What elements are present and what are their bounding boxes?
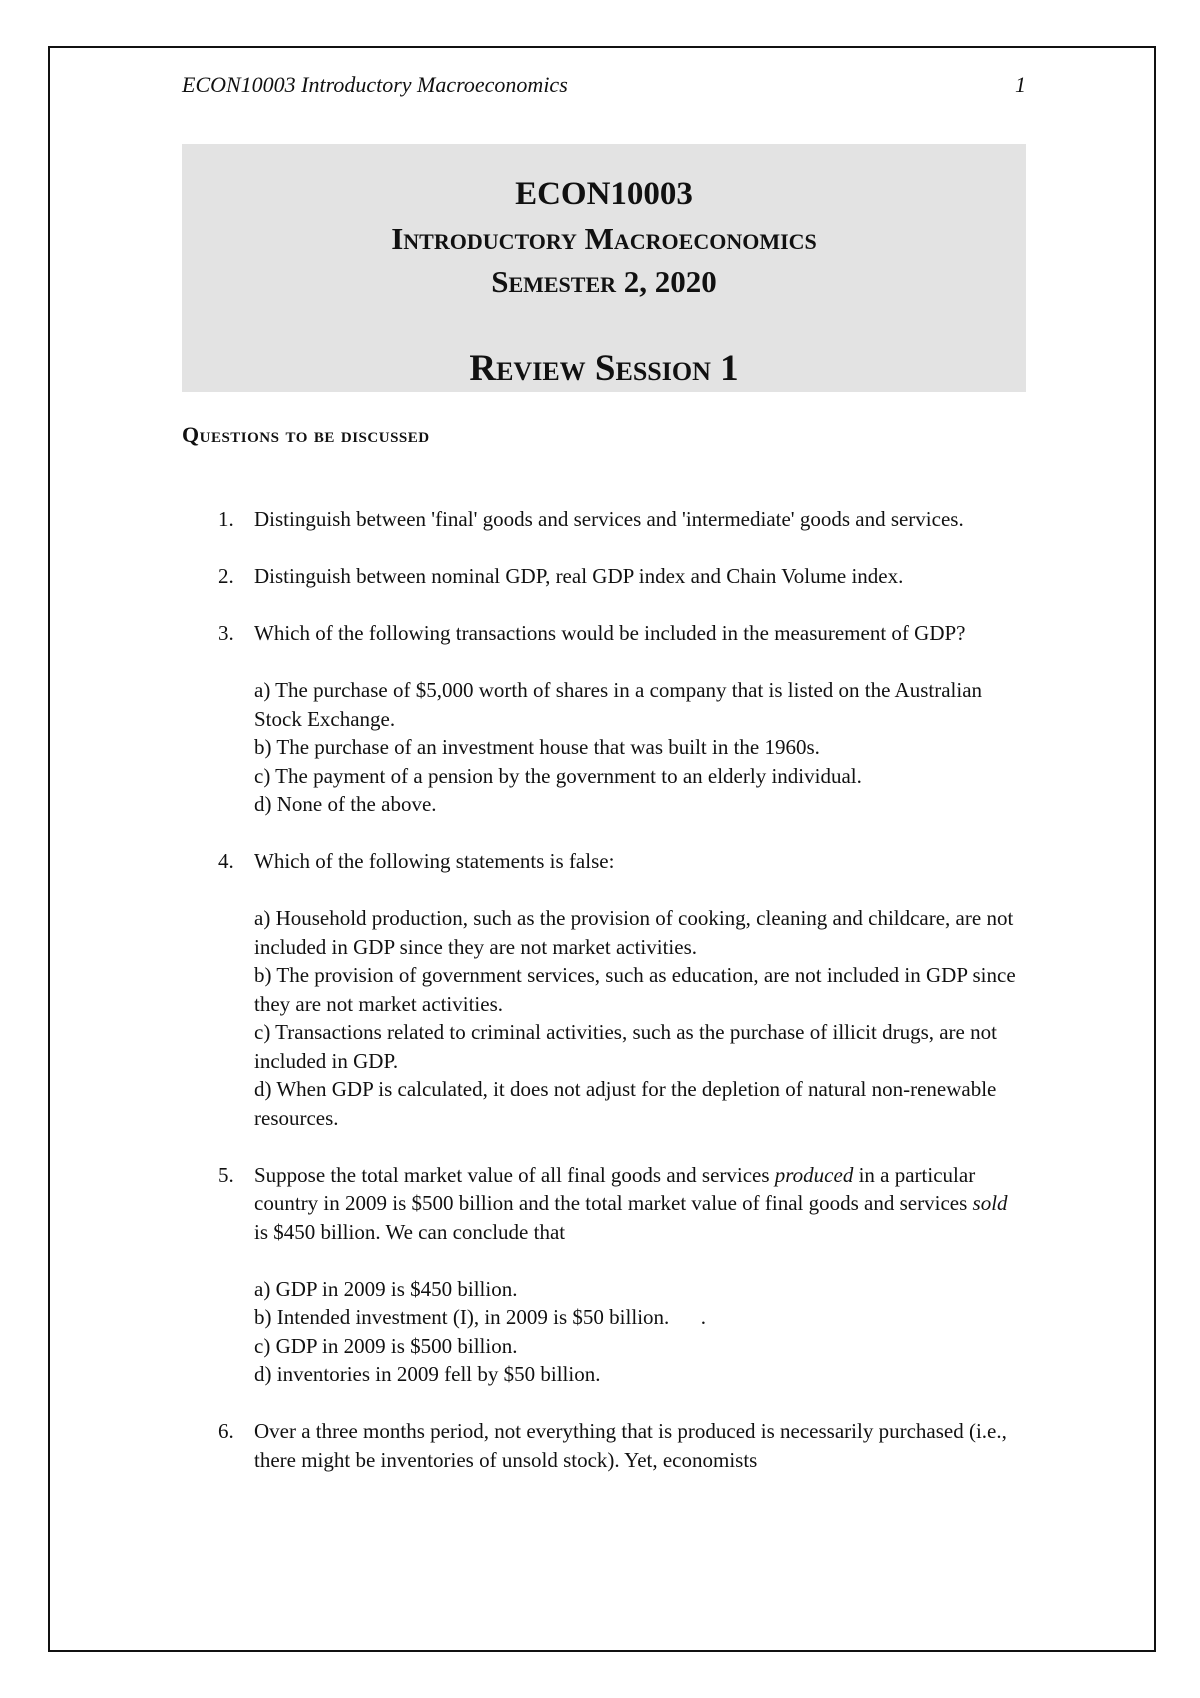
page-number: 1 — [1015, 72, 1026, 97]
question-text: Distinguish between nominal GDP, real GDP index and Chain Volume index. — [254, 564, 904, 588]
question-number: 2. — [218, 564, 234, 588]
question-2 — [218, 562, 1026, 591]
option-a: a) GDP in 2009 is $450 billion. — [254, 1276, 518, 1301]
option-c: c) The payment of a pension by the government to an elderly individual. — [254, 763, 862, 788]
question-5 — [218, 1161, 1026, 1389]
option-a: a) Household production, such as the provision of cooking, cleaning and childcare, are not included in GDP since they are not market activities. — [254, 906, 1014, 959]
question-text-part: Suppose the total market value of all final goods and services — [254, 1162, 775, 1187]
question-number: 1. — [218, 507, 234, 531]
question-6 — [218, 1417, 1026, 1474]
answer-options — [254, 676, 1026, 819]
option-b: b) The purchase of an investment house that was built in the 1960s. — [254, 735, 820, 759]
answer-options — [254, 1275, 1026, 1389]
course-title: Introductory Macroeconomics — [391, 221, 817, 256]
question-1 — [218, 505, 1026, 534]
option-d: d) inventories in 2009 fell by $50 billion. — [254, 1362, 601, 1386]
option-c: c) Transactions related to criminal activities, such as the purchase of illicit drugs, are not included in GDP. — [254, 1020, 997, 1073]
question-text: Which of the following statements is false: — [254, 849, 615, 873]
question-text: Distinguish between 'final' goods and services and 'intermediate' goods and services. — [254, 507, 964, 531]
question-number: 6. — [218, 1419, 234, 1443]
running-header — [182, 72, 1026, 102]
emphasis-sold: sold — [972, 1191, 1008, 1215]
question-3 — [218, 619, 1026, 819]
question-number: 5. — [218, 1162, 234, 1187]
question-text-part: in a particular country in 2009 is $500 billion and the total market value of final goods and services — [254, 1162, 976, 1215]
semester-title: Semester 2, 2020 — [491, 264, 717, 299]
title-box — [182, 144, 1026, 392]
course-code: ECON10003 — [515, 176, 693, 212]
answer-options — [254, 904, 1026, 1132]
question-list — [218, 505, 1026, 1503]
option-d: d) None of the above. — [254, 792, 437, 816]
session-title: Review Session 1 — [469, 348, 739, 389]
section-heading: Questions to be discussed — [182, 422, 430, 447]
emphasis-produced: produced — [774, 1162, 854, 1187]
question-4 — [218, 847, 1026, 1132]
question-number: 4. — [218, 849, 234, 873]
running-header-title: ECON10003 Introductory Macroeconomics — [182, 72, 568, 97]
option-b: b) Intended investment (I), in 2009 is $50 billion. . — [254, 1305, 707, 1329]
option-b: b) The provision of government services, such as education, are not included in GDP since they are not market activities. — [254, 963, 1016, 1016]
option-a: a) The purchase of $5,000 worth of shares in a company that is listed on the Australian Stock Exchange. — [254, 678, 983, 731]
option-d: d) When GDP is calculated, it does not adjust for the depletion of natural non-renewable resources. — [254, 1077, 997, 1130]
question-text — [254, 1161, 1026, 1247]
question-number: 3. — [218, 621, 234, 645]
question-text: Over a three months period, not everything that is produced is necessarily purchased (i.e., there might be inventories of unsold stock). Yet, economists — [254, 1419, 1007, 1472]
question-text: Which of the following transactions would be included in the measurement of GDP? — [254, 621, 966, 645]
option-c: c) GDP in 2009 is $500 billion. — [254, 1333, 518, 1358]
question-text-part: is $450 billion. We can conclude that — [254, 1219, 566, 1244]
